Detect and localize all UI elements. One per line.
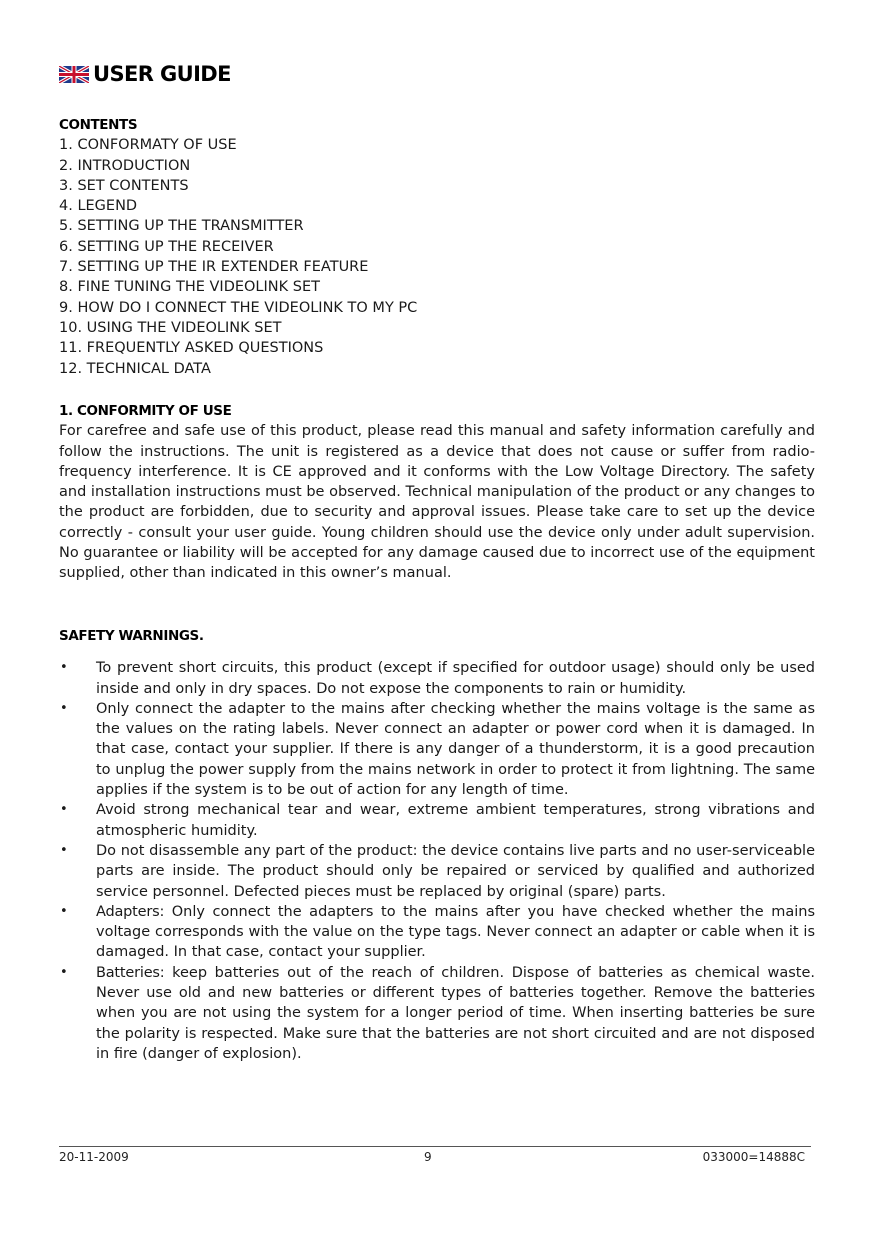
- contents-item: 9. HOW DO I CONNECT THE VIDEOLINK TO MY PC: [59, 299, 418, 316]
- bullet-icon: •: [60, 802, 68, 818]
- footer-page-number: 9: [424, 1150, 432, 1164]
- contents-item: 12. TECHNICAL DATA: [59, 360, 211, 377]
- bullet-icon: •: [60, 660, 68, 676]
- contents-item: 4. LEGEND: [59, 198, 138, 215]
- bullet-icon: •: [60, 903, 68, 919]
- bullet-icon: •: [60, 964, 68, 980]
- uk-flag-icon: [59, 66, 89, 83]
- title-row: [59, 60, 231, 88]
- safety-item-text: keep batteries out of the reach of children. Dispose of batteries as chemical waste. Never use old and new batteries or different types of batteries together. Remove the batteries when you are not using the system for a longer period of time. When inserting batteries be sure the polarity is respected. Make sure that the batteries are not short circuited and are not disposed in fire (danger of explosion).: [96, 964, 815, 1062]
- contents-item: 6. SETTING UP THE RECEIVER: [59, 238, 274, 255]
- safety-item: [59, 800, 815, 841]
- conformity-paragraph: For carefree and safe use of this product, please read this manual and safety information carefully and follow the instructions. The unit is registered as a device that does not cause or suffer from radio-frequency interference. It is CE approved and it conforms with the Low Voltage Directory. The safety and installation instructions must be observed. Technical manipulation of the product or any changes to the product are forbidden, due to security and approval issues. Please take care to set up the device correctly - consult your user guide. Young children should use the device only under adult supervision. No guarantee or liability will be accepted for any damage caused due to incorrect use of the equipment supplied, other than indicated in this owner’s manual.: [59, 423, 815, 582]
- contents-item: 7. SETTING UP THE IR EXTENDER FEATURE: [59, 259, 369, 276]
- safety-section: [59, 626, 815, 1064]
- contents-item: 11. FREQUENTLY ASKED QUESTIONS: [59, 340, 324, 357]
- page-title: USER GUIDE: [93, 62, 231, 86]
- safety-heading: SAFETY WARNINGS.: [59, 628, 204, 644]
- bullet-icon: •: [60, 700, 68, 716]
- safety-item: [59, 902, 815, 963]
- contents-section: [59, 115, 815, 379]
- safety-item-text: Avoid strong mechanical tear and wear, extreme ambient temperatures, strong vibrations and atmospheric humidity.: [96, 802, 815, 839]
- contents-item: 5. SETTING UP THE TRANSMITTER: [59, 218, 304, 235]
- conformity-section: [59, 401, 815, 584]
- safety-item: [59, 963, 815, 1064]
- contents-item: 3. SET CONTENTS: [59, 177, 189, 194]
- safety-item: [59, 658, 815, 699]
- safety-item-lead: Adapters:: [96, 903, 165, 920]
- safety-item-text: To prevent short circuits, this product (except if specified for outdoor usage) should only be used inside and only in dry spaces. Do not expose the components to rain or humidity.: [96, 660, 815, 697]
- contents-heading: CONTENTS: [59, 117, 138, 133]
- contents-item: 10. USING THE VIDEOLINK SET: [59, 319, 282, 336]
- contents-item: 2. INTRODUCTION: [59, 157, 191, 174]
- safety-item: [59, 699, 815, 800]
- safety-item-text: Do not disassemble any part of the product: the device contains live parts and no user-serviceable parts are inside. The product should only be repaired or serviced by qualified and authorized service personnel. Defected pieces must be replaced by original (spare) parts.: [96, 842, 815, 900]
- contents-item: 8. FINE TUNING THE VIDEOLINK SET: [59, 279, 320, 296]
- safety-item-text: Only connect the adapter to the mains after checking whether the mains voltage is the same as the values on the rating labels. Never connect an adapter or power cord when it is damaged. In that case, contact your supplier. If there is any danger of a thunderstorm, it is a good precaution to unplug the power supply from the mains network in order to protect it from lightning. The same applies if the system is to be out of action for any length of time.: [96, 700, 815, 799]
- footer-divider: [59, 1146, 811, 1147]
- safety-list: [59, 658, 815, 1064]
- conformity-heading: 1. CONFORMITY OF USE: [59, 403, 232, 419]
- footer-doc-code: 033000=14888C: [702, 1150, 805, 1164]
- safety-item-lead: Batteries:: [96, 964, 165, 981]
- safety-item-text: Only connect the adapters to the mains after you have checked whether the mains voltage corresponds with the value on the type tags. Never connect an adapter or cable when it is damaged. In that case, contact your supplier.: [96, 903, 815, 961]
- contents-item: 1. CONFORMATY OF USE: [59, 137, 237, 154]
- bullet-icon: •: [60, 842, 68, 858]
- safety-item: [59, 841, 815, 902]
- contents-list: [59, 135, 815, 379]
- footer-date: 20-11-2009: [59, 1150, 129, 1164]
